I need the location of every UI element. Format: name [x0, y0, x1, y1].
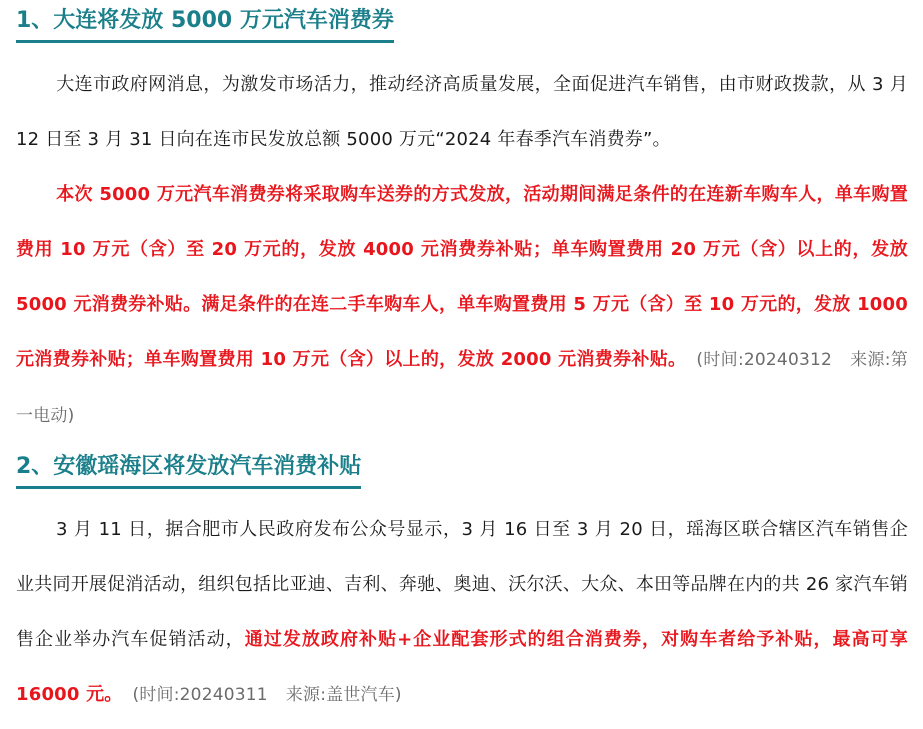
section-2-heading: 2、安徽瑶海区将发放汽车消费补贴	[16, 452, 361, 489]
section-2-meta	[133, 685, 402, 705]
section-1-time: (时间:20240312	[696, 350, 833, 370]
section-2-paragraph	[16, 502, 908, 723]
section-1-intro-text: 大连市政府网消息，为激发市场活力，推动经济高质量发展，全面促进汽车销售，由市财政拨款，从 3 月 12 日至 3 月 31 日向在连市民发放总额 5000 万元“2024 年春季汽车消费券”。	[16, 74, 908, 150]
section-1-heading: 1、大连将发放 5000 万元汽车消费券	[16, 6, 394, 43]
section-2-time: (时间:20240311	[132, 685, 268, 705]
section-2-highlight-text: 通过发放政府补贴+企业配套形式的组合消费券，对购车者给予补贴，最高可享 16000 元。	[16, 629, 908, 705]
section-2-source: 来源:盖世汽车)	[285, 685, 402, 705]
section-2-plain-text: 3 月 11 日，据合肥市人民政府发布公众号显示，3 月 16 日至 3 月 20 日，瑶海区联合辖区汽车销售企业共同开展促消活动，组织包括比亚迪、吉利、奔驰、奥迪、沃尔沃、大众、本田等品牌在内的共 26 家汽车销售企业举办汽车促销活动，	[16, 519, 908, 650]
section-1-intro-paragraph	[16, 57, 908, 167]
section-1-highlight-text: 本次 5000 万元汽车消费券将采取购车送券的方式发放，活动期间满足条件的在连新车购车人，单车购置费用 10 万元（含）至 20 万元的，发放 4000 元消费券补贴；单车购置费用 20 万元（含）以上的，发放 5000 元消费券补贴。满足条件的在连二手车购车人，单车购置费用 5 万元（含）至 10 万元的，发放 1000 元消费券补贴；单车购置费用 10 万元（含）以上的，发放 2000 元消费券补贴。	[16, 184, 908, 370]
section-1-detail-paragraph	[16, 167, 908, 444]
section-1-source: 来源:第一电动)	[16, 350, 908, 426]
